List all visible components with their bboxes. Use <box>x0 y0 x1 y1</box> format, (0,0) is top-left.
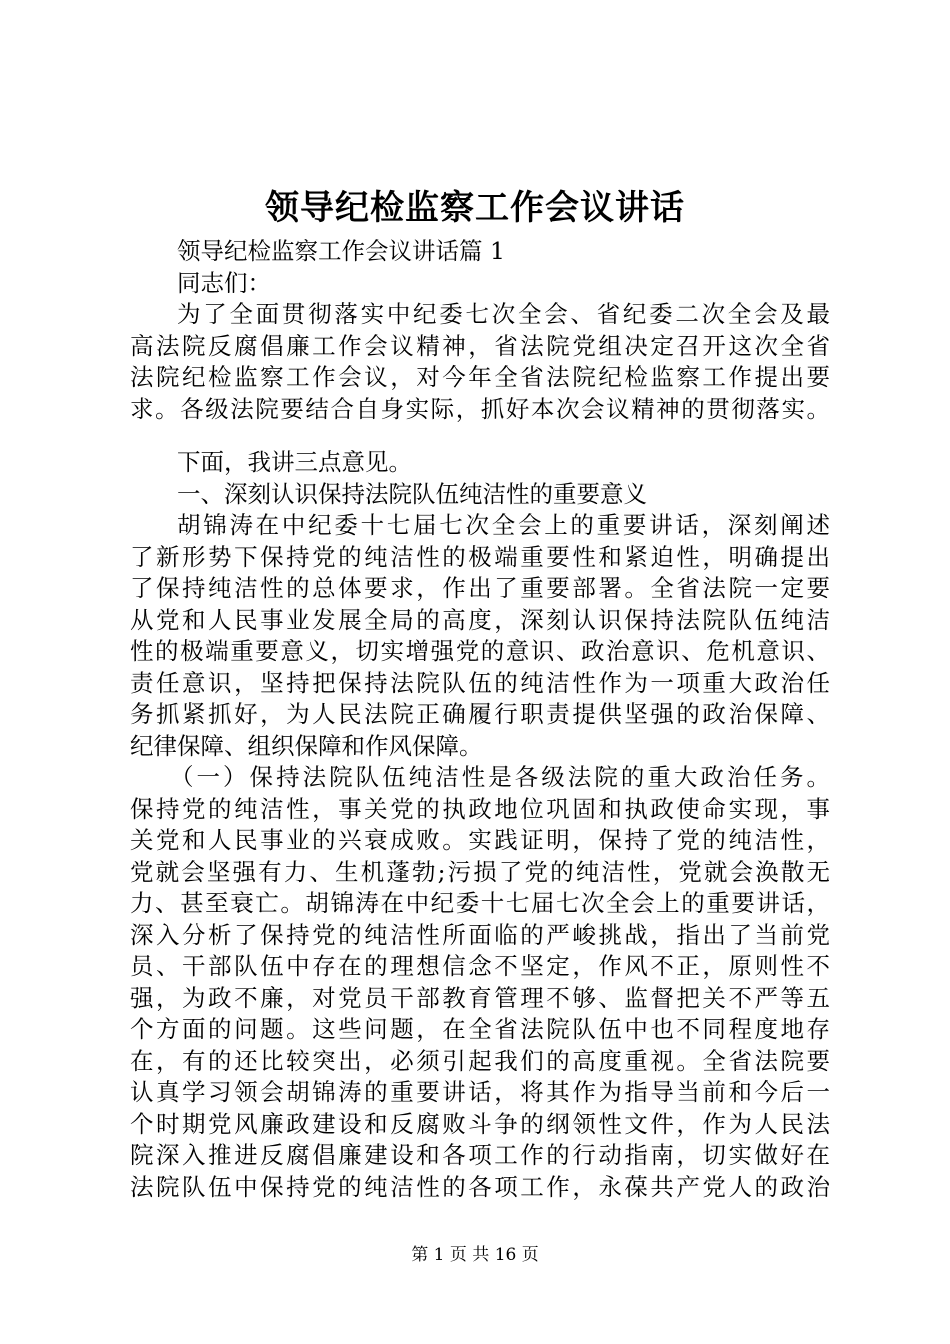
paragraph-line: 深入分析了保持党的纯洁性所面临的严峻挑战，指出了当前党 <box>130 920 830 949</box>
paragraph-line: 责任意识，坚持把保持法院队伍的纯洁性作为一项重大政治任 <box>130 668 830 697</box>
paragraph-line: 高法院反腐倡廉工作会议精神，省法院党组决定召开这次全省 <box>130 331 830 360</box>
paragraph-line: 保持党的纯洁性，事关党的执政地位巩固和执政使命实现，事 <box>130 794 830 823</box>
paragraph-line: 党就会坚强有力、生机蓬勃;污损了党的纯洁性，党就会涣散无 <box>130 857 830 886</box>
paragraph-line: 务抓紧抓好，为人民法院正确履行职责提供坚强的政治保障、 <box>130 700 830 728</box>
salutation: 同志们： <box>177 268 271 297</box>
paragraph-line: 院深入推进反腐倡廉建设和各项工作的行动指南，切实做好在 <box>130 1141 830 1169</box>
paragraph-line: 性的极端重要意义，切实增强党的意识、政治意识、危机意识、 <box>130 637 830 665</box>
paragraph-line: 求。各级法院要结合自身实际，抓好本次会议精神的贯彻落实。 <box>130 394 830 423</box>
paragraph-line: 员、干部队伍中存在的理想信念不坚定，作风不正，原则性不 <box>130 952 830 980</box>
paragraph-line: （一）保持法院队伍纯洁性是各级法院的重大政治任务。 <box>170 763 830 791</box>
paragraph-3 <box>130 510 830 762</box>
paragraph-1 <box>130 299 830 425</box>
paragraph-line: 了新形势下保持党的纯洁性的极端重要性和紧迫性，明确提出 <box>130 542 830 571</box>
paragraph-line: 了保持纯洁性的总体要求，作出了重要部署。全省法院一定要 <box>130 574 830 602</box>
page-number: 第 1 页 共 16 页 <box>411 1245 539 1265</box>
paragraph-line: 强，为政不廉，对党员干部教育管理不够、监督把关不严等五 <box>130 983 830 1012</box>
document-title: 领导纪检监察工作会议讲话 <box>265 188 685 228</box>
section-heading: 领导纪检监察工作会议讲话篇 1 <box>177 237 505 265</box>
paragraph-4 <box>130 762 830 1203</box>
document-body <box>130 236 830 1203</box>
paragraph-line: 胡锦涛在中纪委十七届七次全会上的重要讲话，深刻阐述 <box>177 511 830 539</box>
paragraph-line: 从党和人民事业发展全局的高度，深刻认识保持法院队伍纯洁 <box>130 605 830 634</box>
paragraph-line: 为了全面贯彻落实中纪委七次全会、省纪委二次全会及最 <box>177 300 830 328</box>
paragraph-gap <box>130 425 830 447</box>
paragraph-line: 力、甚至衰亡。胡锦涛在中纪委十七届七次全会上的重要讲话， <box>130 889 830 917</box>
paragraph-line: 法院队伍中保持党的纯洁性的各项工作，永葆共产党人的政治 <box>130 1172 830 1201</box>
paragraph-line: 关党和人民事业的兴衰成败。实践证明，保持了党的纯洁性， <box>130 826 830 854</box>
paragraph-line: 法院纪检监察工作会议，对今年全省法院纪检监察工作提出要 <box>130 363 830 391</box>
paragraph-2: 下面，我讲三点意见。 <box>177 448 412 476</box>
section-title-1: 一、深刻认识保持法院队伍纯洁性的重要意义 <box>177 479 647 508</box>
paragraph-line: 认真学习领会胡锦涛的重要讲话，将其作为指导当前和今后一 <box>130 1078 830 1106</box>
paragraph-line: 在，有的还比较突出，必须引起我们的高度重视。全省法院要 <box>130 1046 830 1075</box>
paragraph-line: 个时期党风廉政建设和反腐败斗争的纲领性文件，作为人民法 <box>130 1109 830 1138</box>
paragraph-line: 个方面的问题。这些问题，在全省法院队伍中也不同程度地存 <box>130 1015 830 1043</box>
paragraph-line: 纪律保障、组织保障和作风保障。 <box>130 731 483 760</box>
